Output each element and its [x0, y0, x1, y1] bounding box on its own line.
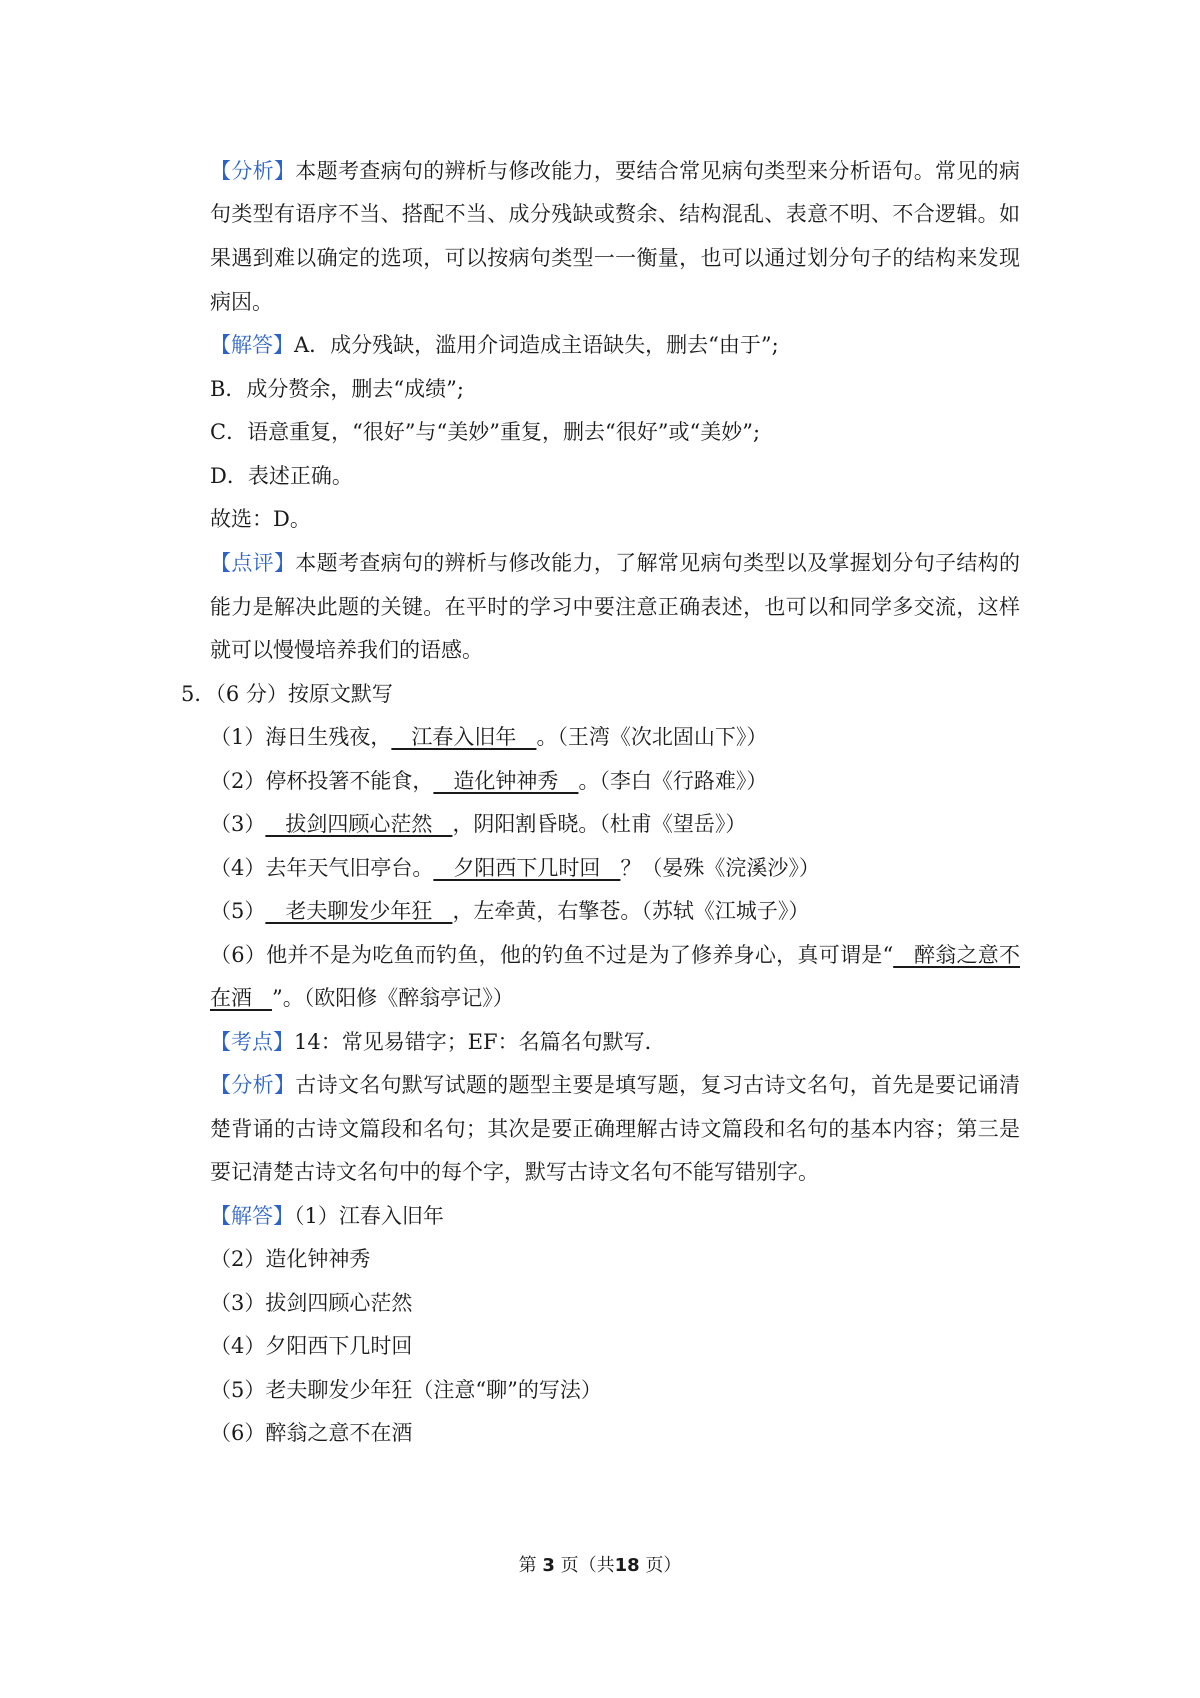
analysis-tag: 【分析】 [210, 1073, 296, 1097]
answer-2-item-6: （6）醉翁之意不在酒 [210, 1421, 413, 1445]
page-footer: 第 3 页（共18 页） [518, 1555, 682, 1576]
fill-blank: 造化钟神秀 [433, 769, 579, 793]
analysis-1-line-3: 果遇到难以确定的选项，可以按病句类型一一衡量，也可以通过划分句子的结构来发现 [210, 246, 1020, 270]
question-5-item-4: （4）去年天气旧亭台。 夕阳西下几时回 ？（晏殊《浣溪沙》） [210, 856, 820, 880]
analysis-1-line-4: 病因。 [210, 290, 273, 314]
question-5-item-1: （1）海日生残夜， 江春入旧年 。（王湾《次北固山下》） [210, 725, 768, 749]
keypoint-line: 【考点】14：常见易错字；EF：名篇名句默写． [210, 1030, 666, 1054]
answer-2-item-4: （4）夕阳西下几时回 [210, 1334, 413, 1358]
question-5-item-2: （2）停杯投箸不能食， 造化钟神秀 。（李白《行路难》） [210, 769, 768, 793]
question-5-item-6-line-1: （6）他并不是为吃鱼而钓鱼，他的钓鱼不过是为了修养身心，真可谓是“ 醉翁之意不 [210, 943, 1020, 967]
answer-2-item-5: （5）老夫聊发少年狂（注意“聊”的写法） [210, 1378, 602, 1402]
analysis-1-line-2: 句类型有语序不当、搭配不当、成分残缺或赘余、结构混乱、表意不明、不合逻辑。如 [210, 202, 1020, 226]
fill-blank: 夕阳西下几时回 [433, 856, 621, 880]
comment-tag: 【点评】 [210, 551, 296, 575]
answer-1-option-c: C．语意重复，“很好”与“美妙”重复，删去“很好”或“美妙”; [210, 420, 761, 444]
fill-blank: 拔剑四顾心茫然 [265, 812, 453, 836]
answer-2-item-2: （2）造化钟神秀 [210, 1247, 371, 1271]
question-5-title: 5．（6 分）按原文默写 [181, 682, 393, 706]
answer-tag: 【解答】 [210, 333, 294, 357]
fill-blank: 江春入旧年 [391, 725, 537, 749]
question-5-item-5: （5） 老夫聊发少年狂 ，左牵黄，右擎苍。（苏轼《江城子》） [210, 899, 810, 923]
comment-1-line-3: 就可以慢慢培养我们的语感。 [210, 638, 483, 662]
analysis-tag: 【分析】 [210, 159, 296, 183]
fill-blank: 老夫聊发少年狂 [265, 899, 453, 923]
fill-blank: 醉翁之意不 [893, 943, 1020, 967]
page-number: 3 [542, 1555, 555, 1576]
analysis-2-line-3: 要记清楚古诗文名句中的每个字，默写古诗文名句不能写错别字。 [210, 1160, 819, 1184]
answer-tag: 【解答】 [210, 1204, 294, 1228]
answer-2-item-3: （3）拔剑四顾心茫然 [210, 1291, 413, 1315]
analysis-2-line-1: 【分析】古诗文名句默写试题的题型主要是填写题，复习古诗文名句，首先是要记诵清 [210, 1073, 1020, 1097]
page-total: 18 [614, 1555, 640, 1576]
question-5-item-3: （3） 拔剑四顾心茫然 ，阴阳割昏晓。（杜甫《望岳》） [210, 812, 747, 836]
answer-1-option-b: B．成分赘余，删去“成绩”; [210, 377, 464, 401]
answer-1-option-a: 【解答】A．成分残缺，滥用介词造成主语缺失，删去“由于”; [210, 333, 779, 357]
comment-1-line-2: 能力是解决此题的关键。在平时的学习中要注意正确表述，也可以和同学多交流，这样 [210, 595, 1020, 619]
answer-2-item-1: 【解答】（1）江春入旧年 [210, 1204, 444, 1228]
analysis-2-line-2: 楚背诵的古诗文篇段和名句；其次是要正确理解古诗文篇段和名句的基本内容；第三是 [210, 1117, 1020, 1141]
fill-blank: 在酒 [210, 986, 273, 1010]
answer-1-choice: 故选：D。 [210, 507, 311, 531]
analysis-1-line-1: 【分析】本题考查病句的辨析与修改能力，要结合常见病句类型来分析语句。常见的病 [210, 159, 1020, 183]
question-5-item-6-line-2: 在酒 ”。（欧阳修《醉翁亭记》） [210, 986, 514, 1010]
comment-1-line-1: 【点评】本题考查病句的辨析与修改能力，了解常见病句类型以及掌握划分句子结构的 [210, 551, 1020, 575]
keypoint-tag: 【考点】 [210, 1030, 294, 1054]
answer-1-option-d: D．表述正确。 [210, 464, 353, 488]
